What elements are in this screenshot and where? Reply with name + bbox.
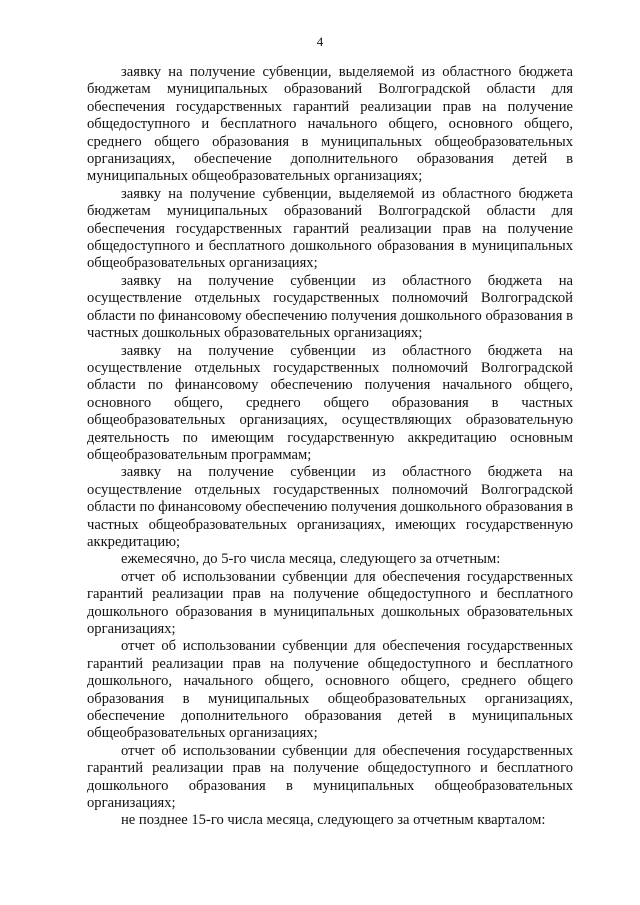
paragraph-report-general-education: отчет об использовании субвенции для обеспечения государственных гарантий реализации прав на получение общедоступного и бесплатного дошкольного, начального общего, основного общего, среднего общего образования в муниципальных общеобразовательных организациях, обеспечение дополнительного образования детей в муниципальных общеобразовательных организациях; bbox=[87, 638, 573, 742]
paragraph-report-preschool-municipal: отчет об использовании субвенции для обеспечения государственных гарантий реализации прав на получение общедоступного и бесплатного дошкольного образования в муниципальных дошкольных образовательных организациях; bbox=[87, 568, 573, 637]
paragraph-subvention-request-preschool-municipal: заявку на получение субвенции, выделяемой из областного бюджета бюджетам муниципальных образований Волгоградской области для обеспечения государственных гарантий реализации прав на получение общедоступного и бесплатного дошкольного образования в муниципальных общеобразовательных организациях; bbox=[87, 185, 573, 272]
paragraph-subvention-request-private-general: заявку на получение субвенции из областного бюджета на осуществление отдельных государственных полномочий Волгоградской области по финансовому обеспечению получения начального общего, основного общего, среднего общего образования в частных общеобразовательных организациях, осуществляющих образовательную деятельность по имеющим государственную аккредитацию основным общеобразовательным программам; bbox=[87, 342, 573, 463]
paragraph-subvention-request-general-education: заявку на получение субвенции, выделяемой из областного бюджета бюджетам муниципальных образований Волгоградской области для обеспечения государственных гарантий реализации прав на получение общедоступного и бесплатного начального общего, основного общего, среднего общего образования в муниципальных общеобразовательных организациях, обеспечение дополнительного образования детей в муниципальных общеобразовательных организациях; bbox=[87, 64, 573, 185]
paragraph-monthly-deadline: ежемесячно, до 5-го числа месяца, следующего за отчетным: bbox=[121, 551, 501, 568]
paragraph-quarterly-deadline: не позднее 15-го числа месяца, следующего за отчетным кварталом: bbox=[121, 812, 546, 829]
paragraph-subvention-request-private-general-preschool: заявку на получение субвенции из областного бюджета на осуществление отдельных государственных полномочий Волгоградской области по финансовому обеспечению получения дошкольного образования в частных общеобразовательных организациях, имеющих государственную аккредитацию; bbox=[87, 464, 573, 550]
paragraph-report-preschool-general-orgs: отчет об использовании субвенции для обеспечения государственных гарантий реализации прав на получение общедоступного и бесплатного дошкольного образования в муниципальных общеобразовательных организациях; bbox=[87, 742, 573, 812]
document-body bbox=[87, 64, 573, 830]
page-number: 4 bbox=[316, 34, 324, 49]
paragraph-subvention-request-private-preschool: заявку на получение субвенции из областного бюджета на осуществление отдельных государственных полномочий Волгоградской области по финансовому обеспечению получения дошкольного образования в частных дошкольных образовательных организациях; bbox=[87, 272, 573, 342]
